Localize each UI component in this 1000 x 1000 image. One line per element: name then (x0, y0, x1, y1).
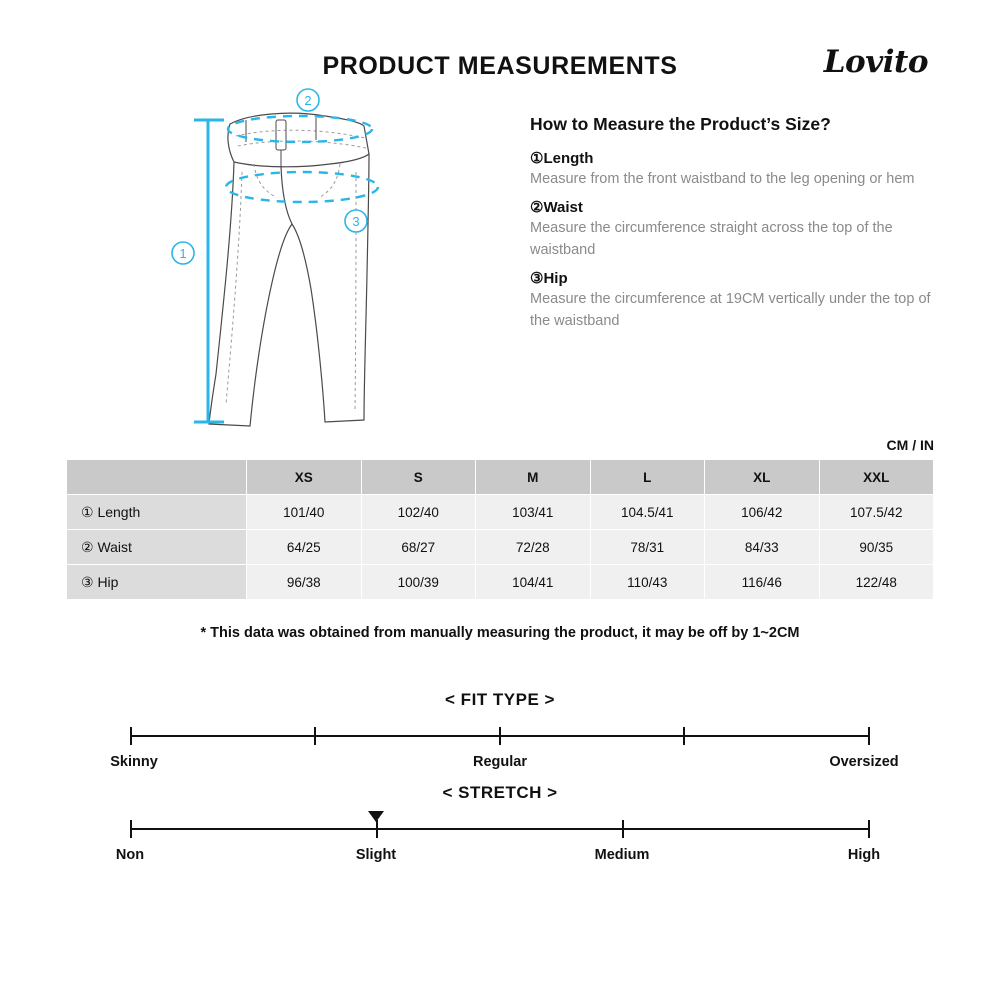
measurement-note: * This data was obtained from manually measuring the product, it may be off by 1~2CM (200, 625, 800, 641)
fit-type-axis (130, 724, 870, 748)
measure-item-label-waist: ②Waist (530, 199, 583, 217)
table-header-corner (67, 460, 247, 495)
cell-length-xs: 101/40 (247, 495, 362, 530)
measure-item-text-length: Measure from the front waistband to the leg opening or hem (530, 171, 915, 187)
brand-logo: Lovito (823, 44, 928, 80)
fit-type-section (0, 690, 1000, 774)
pants-diagram-svg (150, 84, 480, 444)
cell-hip-s: 100/39 (361, 565, 476, 600)
row-label-waist: ② Waist (67, 530, 247, 565)
table-header-m: M (476, 460, 591, 495)
fit-type-label-regular: Regular (473, 754, 527, 770)
cell-length-m: 103/41 (476, 495, 591, 530)
stretch-axis (130, 817, 870, 841)
how-to-measure-section (530, 114, 950, 332)
measure-item-label-length: ①Length (530, 150, 594, 167)
stretch-label-medium: Medium (594, 847, 650, 863)
table-row (67, 565, 934, 600)
table-header-xl: XL (705, 460, 820, 495)
row-label-hip: ③ Hip (67, 565, 247, 600)
row-label-length: ① Length (67, 495, 247, 530)
fit-type-tick-skinny (130, 727, 132, 745)
cell-waist-xs: 64/25 (247, 530, 362, 565)
cell-waist-m: 72/28 (476, 530, 591, 565)
pants-measurement-illustration (150, 84, 480, 444)
table-row (67, 495, 934, 530)
fit-type-label-skinny: Skinny (110, 754, 158, 770)
stretch-tick-non (130, 820, 132, 838)
fit-type-label-oversized: Oversized (829, 754, 899, 770)
fit-type-tick-2 (314, 727, 316, 745)
cell-hip-xl: 116/46 (705, 565, 820, 600)
cell-waist-xxl: 90/35 (819, 530, 934, 565)
stretch-label-non: Non (115, 847, 145, 863)
fit-type-tick-regular (499, 727, 501, 745)
cell-waist-xl: 84/33 (705, 530, 820, 565)
table-header-l: L (590, 460, 705, 495)
measure-item-text-waist: Measure the circumference straight across the top of the waistband (530, 220, 893, 258)
cell-waist-s: 68/27 (361, 530, 476, 565)
size-table (66, 459, 934, 600)
how-to-measure-heading: How to Measure the Product’s Size? (530, 114, 831, 134)
svg-text:2: 2 (304, 93, 312, 108)
cell-length-xl: 106/42 (705, 495, 820, 530)
table-header-s: S (361, 460, 476, 495)
stretch-label-high: High (847, 847, 881, 863)
stretch-axis-line (130, 828, 870, 830)
cell-hip-l: 110/43 (590, 565, 705, 600)
stretch-labels (70, 847, 930, 867)
cell-length-s: 102/40 (361, 495, 476, 530)
cell-hip-xs: 96/38 (247, 565, 362, 600)
measure-item-text-hip: Measure the circumference at 19CM vertically under the top of the waistband (530, 291, 931, 329)
fit-type-tick-oversized (868, 727, 870, 745)
fit-type-labels (70, 754, 930, 774)
cell-waist-l: 78/31 (590, 530, 705, 565)
cell-length-l: 104.5/41 (590, 495, 705, 530)
fit-type-title: < FIT TYPE > (445, 690, 555, 709)
page-title: PRODUCT MEASUREMENTS (322, 52, 678, 80)
stretch-tick-slight (376, 820, 378, 838)
svg-text:1: 1 (179, 246, 187, 261)
fit-type-tick-4 (683, 727, 685, 745)
size-table-wrapper (66, 459, 934, 600)
stretch-label-slight: Slight (355, 847, 397, 863)
units-label: CM / IN (886, 437, 934, 453)
stretch-selected-marker (368, 811, 384, 822)
stretch-tick-high (868, 820, 870, 838)
table-header-xxl: XXL (819, 460, 934, 495)
cell-hip-m: 104/41 (476, 565, 591, 600)
cell-length-xxl: 107.5/42 (819, 495, 934, 530)
measure-item-label-hip: ③Hip (530, 270, 568, 288)
table-header-row (67, 460, 934, 495)
table-header-xs: XS (247, 460, 362, 495)
cell-hip-xxl: 122/48 (819, 565, 934, 600)
svg-text:3: 3 (352, 214, 360, 229)
stretch-section (0, 783, 1000, 867)
stretch-title: < STRETCH > (442, 783, 558, 802)
table-row (67, 530, 934, 565)
stretch-tick-medium (622, 820, 624, 838)
